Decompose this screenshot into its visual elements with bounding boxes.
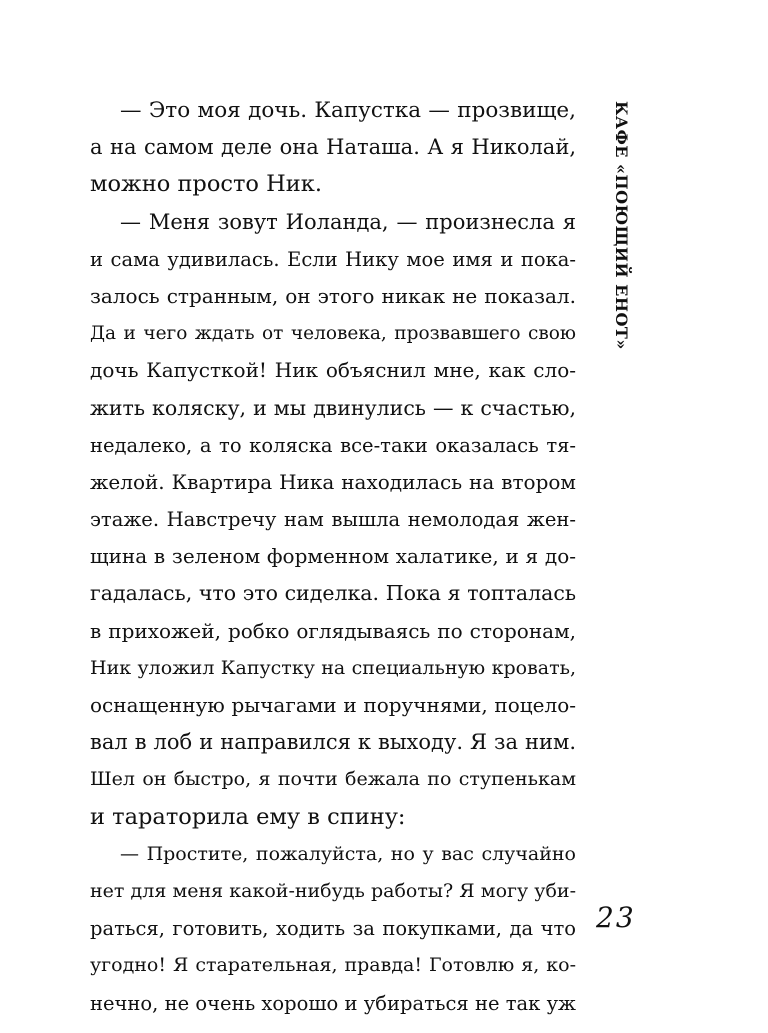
text-line: можно просто Ник. xyxy=(90,171,322,198)
text-line: щина в зеленом форменном халатике, и я до- xyxy=(90,544,576,569)
running-header-text: КАФЕ «ПОЮЩИЙ ЕНОТ» xyxy=(612,101,631,350)
text-line: жить коляску, и мы двинулись — к счастью, xyxy=(90,395,576,420)
text-line: Да и чего ждать от человека, прозвавшего свою xyxy=(90,323,576,345)
text-line: нечно, не очень хорошо и убираться не так уж xyxy=(90,991,576,1015)
text-line: вал в лоб и направился к выходу. Я за ним. xyxy=(90,730,576,755)
page-number: 23 xyxy=(596,901,636,934)
text-line: а на самом деле она Наташа. А я Николай, xyxy=(90,135,576,160)
body-text xyxy=(90,92,576,1022)
text-line: раться, готовить, ходить за покупками, да что xyxy=(90,917,576,941)
text-line: залось странным, он этого никак не показал. xyxy=(90,283,576,308)
text-line: дочь Капусткой! Ник объяснил мне, как сло- xyxy=(90,358,576,383)
text-line: Шел он быстро, я почти бежала по ступенькам xyxy=(90,768,576,791)
running-header xyxy=(607,101,635,350)
text-line: и сама удивилась. Если Нику мое имя и пока- xyxy=(90,247,576,271)
text-line: нет для меня какой-нибудь работы? Я могу уби- xyxy=(90,879,576,902)
text-line: гадалась, что это сиделка. Пока я топталась xyxy=(90,581,576,606)
text-line: — Простите, пожалуйста, но у вас случайно xyxy=(120,842,576,865)
text-line: недалеко, а то коляска все-таки оказалась тя- xyxy=(90,433,576,457)
text-line: — Меня зовут Иоланда, — произнесла я xyxy=(120,209,576,234)
text-line: и тараторила ему в спину: xyxy=(90,803,406,830)
text-line: Ник уложил Капустку на специальную кровать, xyxy=(90,656,576,679)
text-line: оснащенную рычагами и поручнями, поцело- xyxy=(90,693,576,717)
text-line: желой. Квартира Ника находилась на втором xyxy=(90,469,576,494)
text-line: этаже. Навстречу нам вышла немолодая жен- xyxy=(90,508,576,532)
text-line: — Это моя дочь. Капустка — прозвище, xyxy=(120,98,576,123)
text-line: угодно! Я старательная, правда! Готовлю я, ко- xyxy=(90,954,576,977)
text-line: в прихожей, робко оглядываясь по сторонам, xyxy=(90,618,576,643)
